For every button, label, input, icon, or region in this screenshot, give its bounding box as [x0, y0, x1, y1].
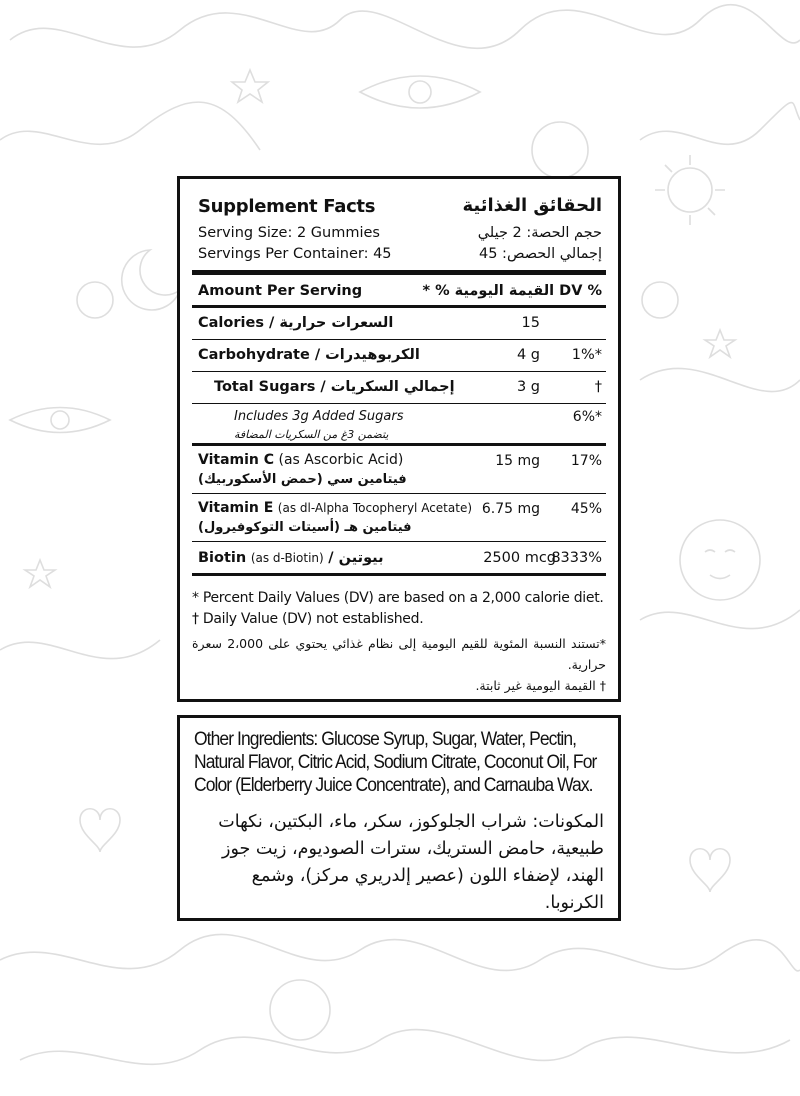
doodle-star-icon	[25, 560, 55, 587]
vitamin-c-source: (as Ascorbic Acid)	[278, 452, 404, 468]
added-sugars-label-ar: يتضمن 3غ من السكريات المضافة	[234, 428, 389, 441]
doodle-bicycle-wheel	[77, 282, 113, 318]
facts-title-en: Supplement Facts	[198, 196, 376, 217]
doodle-swirl	[640, 368, 800, 391]
nutrient-amount: 6.75 mg	[481, 501, 540, 517]
doodle-swirl	[640, 103, 800, 145]
ingredients-ar: المكونات: شراب الجلوكوز، سكر، ماء، البكتين، نكهات طبيعية، حامض الستريك، سترات الصوديوم، زيت جوز الهند، لإضفاء اللون (عصير إلدريري مركز)، وشمع الكرنوبا.	[218, 812, 604, 913]
doodle-bicycle-wheel	[642, 282, 678, 318]
serving-size-en: Serving Size: 2 Gummies	[198, 225, 380, 241]
nutrient-dv: 6%*	[572, 409, 602, 425]
servings-per-container-en: Servings Per Container: 45	[198, 246, 392, 262]
doodle-swirl	[0, 934, 800, 971]
supplement-facts-panel	[177, 176, 621, 702]
dv-footnote-ar-text: *تستند النسبة المئوية للقيم اليومية إلى نظام غذائي يحتوي على 2،000 سعرة حرارية.	[192, 636, 606, 672]
doodle-swirl	[10, 5, 800, 49]
nutrient-dv: 45%	[570, 501, 602, 517]
doodle-moon-icon	[122, 250, 180, 310]
amount-per-serving-label: Amount Per Serving	[198, 283, 363, 299]
nutrient-label: Calories / السعرات حرارية	[198, 315, 394, 331]
doodle-circle	[270, 980, 330, 1040]
biotin-label-ar: / بيوتين	[328, 550, 384, 566]
nutrient-row-carbohydrate	[192, 340, 606, 372]
doodle-face	[680, 520, 760, 600]
thick-divider	[192, 265, 606, 275]
serving-size-ar: حجم الحصة: 2 جيلي	[477, 225, 602, 241]
nutrient-amount: 15	[521, 315, 540, 331]
doodle-eye-pupil	[51, 411, 69, 429]
doodle-swirl	[0, 640, 160, 659]
nutrient-row-added-sugars	[192, 404, 606, 446]
nutrient-dv: 1%*	[571, 347, 602, 363]
added-sugars-label-en: Includes 3g Added Sugars	[234, 409, 404, 424]
nutrient-amount: 15 mg	[495, 453, 540, 469]
nutrient-row-calories	[192, 308, 606, 340]
biotin-source: (as d-Biotin)	[250, 551, 324, 565]
servings-per-container-row	[192, 244, 606, 265]
nutrient-label: Total Sugars / إجمالي السكريات	[214, 379, 455, 395]
nutrient-dv: †	[594, 379, 602, 395]
facts-title-row	[192, 179, 606, 223]
dv-footnote-en: * Percent Daily Values (DV) are based on a 2,000 calorie diet.	[192, 590, 604, 606]
dv-not-established-en: † Daily Value (DV) not established.	[192, 611, 424, 627]
daily-value-header: % DV القيمة اليومية % *	[422, 283, 602, 299]
ingredients-en: Other Ingredients: Glucose Syrup, Sugar, Water, Pectin, Natural Flavor, Citric Acid, Sodium Citrate, Coconut Oil, For Color (Elderberry Juice Concentrate), and Carnauba Wax.	[194, 729, 597, 796]
doodle-eye-pupil	[409, 81, 431, 103]
footnotes	[192, 590, 606, 696]
nutrient-dv: 8333%	[551, 550, 602, 566]
nutrient-row-total-sugars	[192, 372, 606, 404]
doodle-swirl	[0, 102, 260, 150]
nutrient-row-biotin	[192, 542, 606, 576]
vitamin-c-name: Vitamin C	[198, 452, 275, 468]
doodle-circle	[532, 122, 588, 178]
vitamin-e-label-ar: فيتامين هـ (أسيتات التوكوفيرول)	[198, 520, 412, 535]
vitamin-e-source: (as dl-Alpha Tocopheryl Acetate)	[277, 501, 473, 515]
biotin-label	[198, 550, 384, 566]
doodle-heart-icon	[690, 849, 730, 892]
dv-not-established-ar: † القيمة اليومية غير ثابتة.	[475, 678, 606, 693]
nutrient-amount: 4 g	[516, 347, 540, 363]
doodle-sun-rays	[655, 155, 725, 225]
dv-footnote-ar	[192, 633, 606, 696]
doodle-star-icon	[232, 70, 268, 102]
servings-per-container-ar: إجمالي الحصص: 45	[479, 246, 602, 262]
doodle-sun-icon	[668, 168, 712, 212]
doodle-face-features	[705, 550, 735, 579]
doodle-swirl	[20, 1029, 790, 1064]
nutrient-label: Carbohydrate / الكربوهيدرات	[198, 347, 420, 363]
amount-per-serving-row	[192, 275, 606, 308]
serving-size-row	[192, 223, 606, 244]
doodle-star-icon	[705, 330, 735, 357]
vitamin-e-label	[198, 500, 472, 516]
vitamin-e-name: Vitamin E	[198, 500, 274, 516]
doodle-swirl	[640, 610, 800, 629]
vitamin-c-label-ar: فيتامين سي (حمض الأسكوربيك)	[198, 472, 407, 487]
vitamin-c-label	[198, 452, 403, 468]
nutrient-row-vitamin-e	[192, 494, 606, 542]
facts-title-ar: الحقائق الغذائية	[462, 195, 602, 216]
nutrient-row-vitamin-c	[192, 446, 606, 494]
nutrient-amount: 2500 mcg	[483, 550, 556, 566]
doodle-heart-icon	[80, 809, 120, 852]
ingredients-panel	[177, 715, 621, 921]
nutrient-dv: 17%	[570, 453, 602, 469]
nutrient-amount: 3 g	[516, 379, 540, 395]
biotin-name: Biotin	[198, 550, 247, 566]
